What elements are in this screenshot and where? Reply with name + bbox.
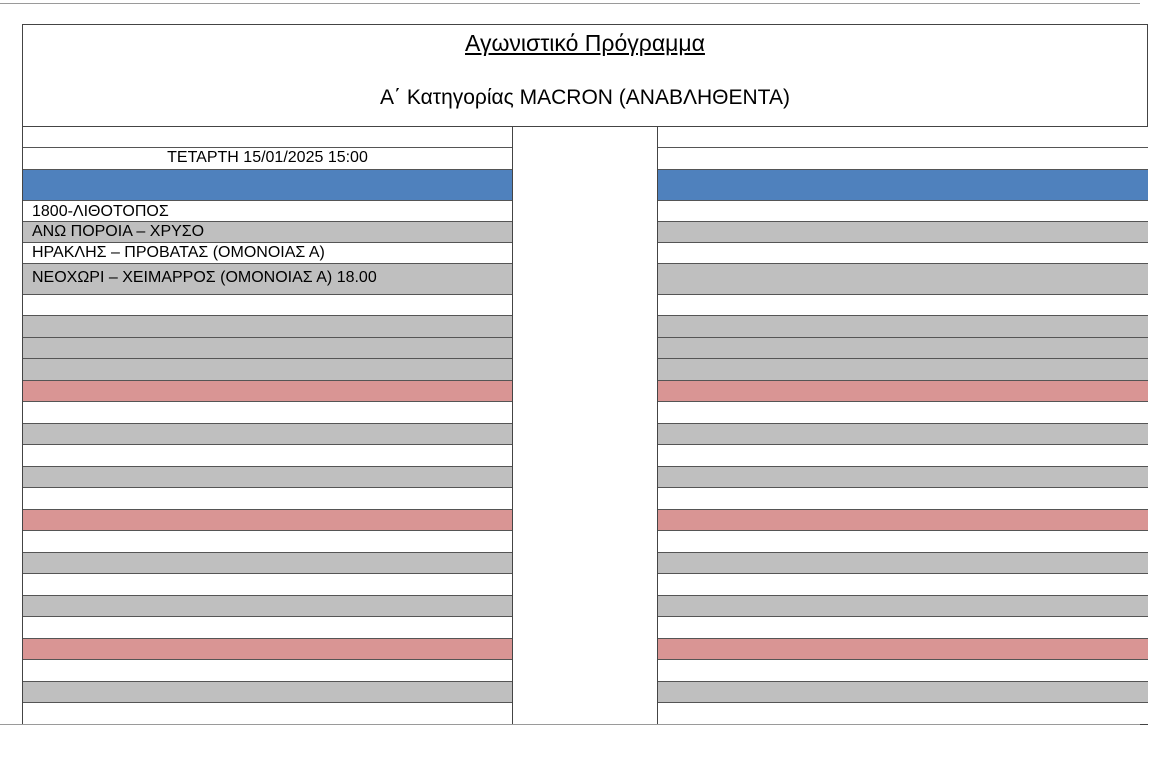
table-row (658, 243, 1148, 264)
table-row (658, 488, 1148, 510)
match-row (23, 201, 512, 222)
match-row (23, 264, 512, 295)
schedule-title: Αγωνιστικό Πρόγραμμα (465, 30, 705, 56)
table-row (658, 338, 1148, 359)
match-label: ΝΕΟΧΩΡΙ – ΧΕΙΜΑΡΡΟΣ (ΟΜΟΝΟΙΑΣ Α) 18.00 (32, 269, 377, 286)
blue-header-row (658, 170, 1148, 201)
table-row (23, 445, 512, 467)
table-row (23, 639, 512, 660)
table-row (658, 467, 1148, 488)
table-row (23, 424, 512, 445)
match-row (23, 243, 512, 264)
table-row (23, 510, 512, 531)
table-row (23, 574, 512, 596)
date-row (23, 148, 512, 170)
middle-column (512, 127, 658, 725)
match-row (23, 222, 512, 243)
table-row (658, 553, 1148, 574)
match-label: ΗΡΑΚΛΗΣ – ΠΡΟΒΑΤΑΣ (ΟΜΟΝΟΙΑΣ Α) (32, 244, 325, 261)
schedule-header (23, 25, 1147, 127)
table-row (658, 510, 1148, 531)
table-row (658, 201, 1148, 222)
table-row (658, 264, 1148, 295)
table-row (23, 316, 512, 338)
left-column (23, 127, 512, 724)
table-row (658, 639, 1148, 660)
table-row (23, 488, 512, 510)
table-row (23, 596, 512, 617)
bottom-rule (0, 724, 1140, 725)
table-row (658, 574, 1148, 596)
right-column (658, 127, 1148, 724)
table-row (658, 359, 1148, 381)
table-row (23, 682, 512, 703)
table-row (23, 127, 512, 148)
schedule-subtitle: Α΄ Κατηγορίας MACRON (ΑΝΑΒΛΗΘΕΝΤΑ) (380, 86, 790, 109)
table-row (658, 424, 1148, 445)
table-row (23, 381, 512, 402)
table-row (23, 295, 512, 316)
table-row (658, 295, 1148, 316)
table-row (23, 338, 512, 359)
table-row (23, 660, 512, 682)
top-rule (0, 3, 1140, 4)
match-label: 1800-ΛΙΘΟΤΟΠΟΣ (32, 203, 169, 220)
table-row (658, 127, 1148, 148)
table-row (23, 359, 512, 381)
table-row (23, 531, 512, 553)
table-row (658, 316, 1148, 338)
table-row (658, 222, 1148, 243)
table-row (658, 402, 1148, 424)
table-row (23, 617, 512, 639)
table-row (23, 703, 512, 724)
table-row (658, 148, 1148, 170)
date-label: ΤΕΤΑΡΤΗ 15/01/2025 15:00 (167, 149, 368, 166)
table-row (658, 617, 1148, 639)
table-row (658, 703, 1148, 724)
table-row (658, 660, 1148, 682)
match-label: ΑΝΩ ΠΟΡΟΙΑ – ΧΡΥΣΟ (32, 223, 205, 240)
schedule-sheet (22, 24, 1148, 725)
blue-header-row (23, 170, 512, 201)
table-row (658, 445, 1148, 467)
table-row (658, 531, 1148, 553)
table-row (23, 402, 512, 424)
table-row (658, 682, 1148, 703)
table-row (23, 553, 512, 574)
table-row (658, 596, 1148, 617)
table-row (23, 467, 512, 488)
table-row (658, 381, 1148, 402)
